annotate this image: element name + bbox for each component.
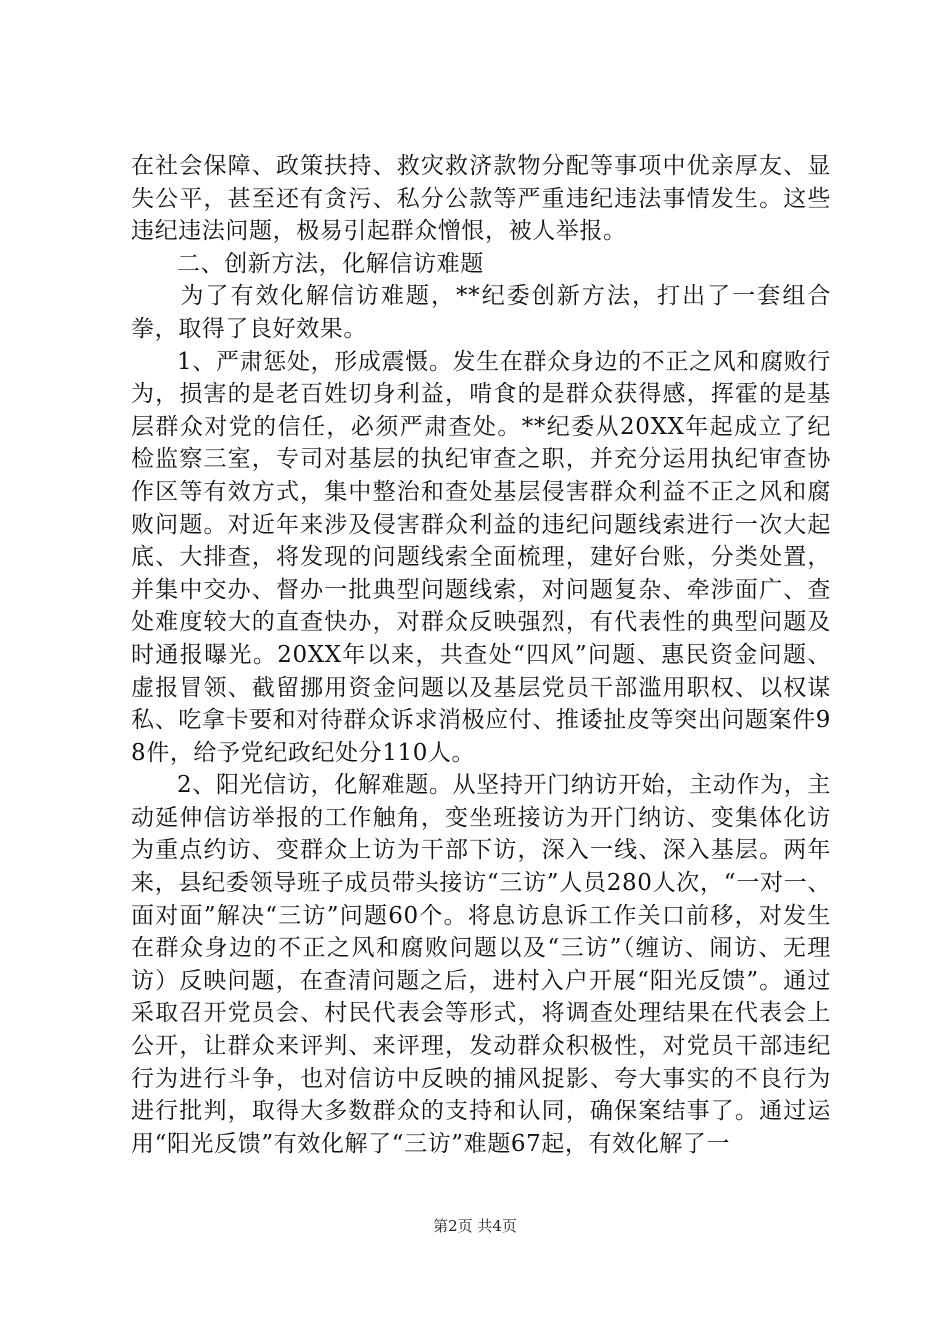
paragraph-item-2: 2、阳光信访，化解难题。从坚持开门纳访开始，主动作为，主动延伸信访举报的工作触角，变坐班接访为开门纳访、变集体化访为重点约访、变群众上访为干部下访，深入一线、深入基层。两年来，县纪委领导班子成员带头接访“三访”人员280人次，“一对一、面对面”解决“三访”问题60个。将息访息诉工作关口前移，对发生在群众身边的不正之风和腐败问题以及“三访”（缠访、闹访、无理访）反映问题，在查清问题之后，进村入户开展“阳光反馈”。通过采取召开党员会、村民代表会等形式，将调查处理结果在代表会上公开，让群众来评判、来评理，发动群众积极性，对党员干部违纪行为进行斗争，也对信访中反映的捕风捉影、夸大事实的不良行为进行批判，取得大多数群众的支持和认同，确保案结事了。通过运用“阳光反馈”有效化解了“三访”难题67起，有效化解了一 [131, 772, 831, 1157]
section-heading: 二、创新方法，化解信访难题 [177, 250, 484, 277]
paragraph-item-1: 1、严肃惩处，形成震慑。发生在群众身边的不正之风和腐败行为，损害的是老百姓切身利益，啃食的是群众获得感，挥霍的是基层群众对党的信任，必须严肃查处。**纪委从20XX年起成立了纪检监察三室，专司对基层的执纪审查之职，并充分运用执纪审查协作区等有效方式，集中整治和查处基层侵害群众利益不正之风和腐败问题。对近年来涉及侵害群众利益的违纪问题线索进行一次大起底、大排查，将发现的问题线索全面梳理，建好台账，分类处置，并集中交办、督办一批典型问题线索，对问题复杂、牵涉面广、查处难度较大的直查快办，对群众反映强烈，有代表性的典型问题及时通报曝光。20XX年以来，共查处“四风”问题、惠民资金问题、虚报冒领、截留挪用资金问题以及基层党员干部滥用职权、以权谋私、吃拿卡要和对待群众诉求消极应付、推诿扯皮等突出问题案件98件，给予党纪政纪处分110人。 [131, 348, 831, 766]
document-body [131, 150, 831, 1160]
paragraph-intro: 为了有效化解信访难题，**纪委创新方法，打出了一套组合拳，取得了良好效果。 [131, 283, 831, 342]
page-footer [0, 1216, 950, 1236]
paragraph-continuation: 在社会保障、政策扶持、救灾救济款物分配等事项中优亲厚友、显失公平，甚至还有贪污、私分公款等严重违纪违法事情发生。这些违纪违法问题，极易引起群众憎恨，被人举报。 [131, 153, 831, 245]
page-number-label: 第2页 共4页 [433, 1217, 517, 1235]
